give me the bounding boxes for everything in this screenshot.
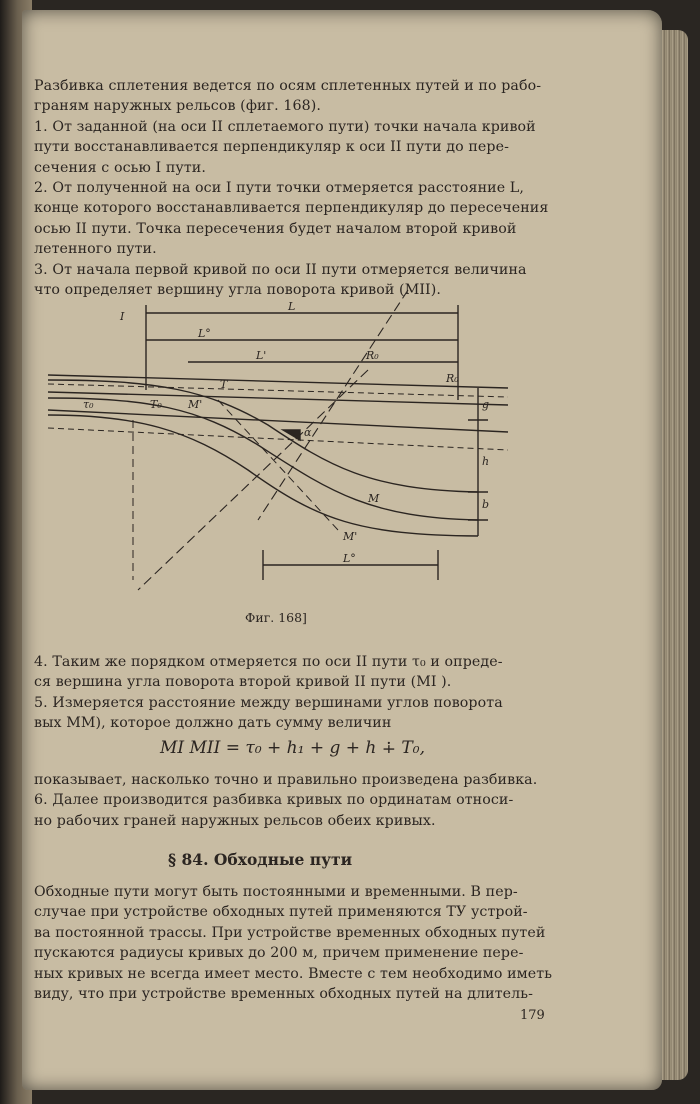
- track-interlacing-diagram: [38, 280, 538, 610]
- label-T0: T₀: [150, 398, 162, 411]
- text-line: ва постоянной трассы. При устройстве временных обходных путей: [34, 924, 546, 941]
- diagonal-dashed-2: [138, 370, 368, 590]
- text-line: конце которого восстанавливается перпендикуляр до пересечения: [34, 200, 549, 217]
- track-I-rail-bottom: [48, 392, 508, 405]
- section-heading: § 84. Обходные пути: [168, 850, 353, 869]
- label-L: L: [288, 300, 296, 313]
- text-line: но рабочих граней наружных рельсов обеих кривых.: [34, 812, 436, 829]
- text-line: виду, что при устройстве временных обходных путей на длитель-: [34, 986, 533, 1003]
- text-line: ных кривых не всегда имеет место. Вместе с тем необходимо иметь: [34, 965, 553, 982]
- formula: MI MII = τ₀ + h₁ + g + h ∔ T₀,: [160, 738, 425, 758]
- text-line: граням наружных рельсов (фиг. 168).: [34, 98, 321, 115]
- text-line: 4. Таким же порядком отмеряется по оси II пути τ₀ и опреде-: [34, 654, 503, 670]
- label-M-prime: M': [188, 398, 203, 411]
- label-T: T: [220, 378, 228, 391]
- text-line: 1. От заданной (на оси II сплетаемого пути) точки начала кривой: [34, 118, 536, 135]
- label-L-star: L°: [198, 327, 211, 340]
- text-line: случае при устройстве обходных путей применяются ТУ устрой-: [34, 904, 528, 921]
- page-number: 179: [520, 1008, 545, 1023]
- text-line: 3. От начала первой кривой по оси II пути отмеряется величина: [34, 261, 527, 278]
- text-line: что определяет вершину угла поворота кривой (MII).: [34, 282, 441, 299]
- label-alpha: α: [304, 426, 312, 439]
- curve-rail-3: [48, 415, 478, 536]
- figure-caption: Фиг. 168]: [245, 610, 307, 625]
- label-L-prime: L': [256, 349, 267, 362]
- text-line: Обходные пути могут быть постоянными и временными. В пер-: [34, 884, 518, 900]
- label-R0-right: R₀: [446, 372, 459, 385]
- curve-rail-2: [48, 398, 478, 520]
- label-g: g: [482, 398, 490, 411]
- curve-rail-1: [48, 380, 478, 492]
- label-I: I: [120, 310, 125, 323]
- text-line: 2. От полученной на оси I пути точки отмеряется расстояние L,: [34, 180, 524, 197]
- text-line: пускаются радиусы кривых до 200 м, причем применение пере-: [34, 945, 524, 962]
- label-h: h: [482, 455, 490, 468]
- text-line: сечения с осью I пути.: [34, 159, 206, 176]
- paragraph-steps-4-5: [34, 652, 574, 734]
- text-line: показывает, насколько точно и правильно произведена разбивка.: [34, 772, 538, 788]
- diagonal-dashed-1: [258, 290, 408, 520]
- text-line: 6. Далее производится разбивка кривых по ординатам относи-: [34, 792, 514, 809]
- text-line: ся вершина угла поворота второй кривой II пути (MI ).: [34, 674, 452, 691]
- label-L-bottom: L°: [343, 552, 356, 565]
- label-t0: τ₀: [83, 398, 94, 411]
- text-line: Разбивка сплетения ведется по осям сплетенных путей и по рабо-: [34, 78, 542, 94]
- diagonal-dashed-3: [218, 400, 338, 530]
- text-line: осью II пути. Точка пересечения будет началом второй кривой: [34, 220, 517, 237]
- text-line: 5. Измеряется расстояние между вершинами углов поворота: [34, 694, 503, 711]
- paragraph-intro: [34, 76, 574, 300]
- paragraph-bypass-tracks: [34, 882, 574, 1004]
- angle-marker: [283, 430, 300, 440]
- paragraph-step-6: [34, 770, 574, 831]
- track-II-rail-top: [48, 410, 508, 432]
- text-line: летенного пути.: [34, 241, 157, 258]
- label-M-lower: M': [343, 530, 358, 543]
- label-R0: R₀: [366, 349, 379, 362]
- label-b: b: [482, 498, 490, 511]
- text-line: вых MM), которое должно дать сумму величин: [34, 715, 392, 732]
- text-line: пути восстанавливается перпендикуляр к оси II пути до пере-: [34, 139, 509, 156]
- label-M: M: [368, 492, 380, 505]
